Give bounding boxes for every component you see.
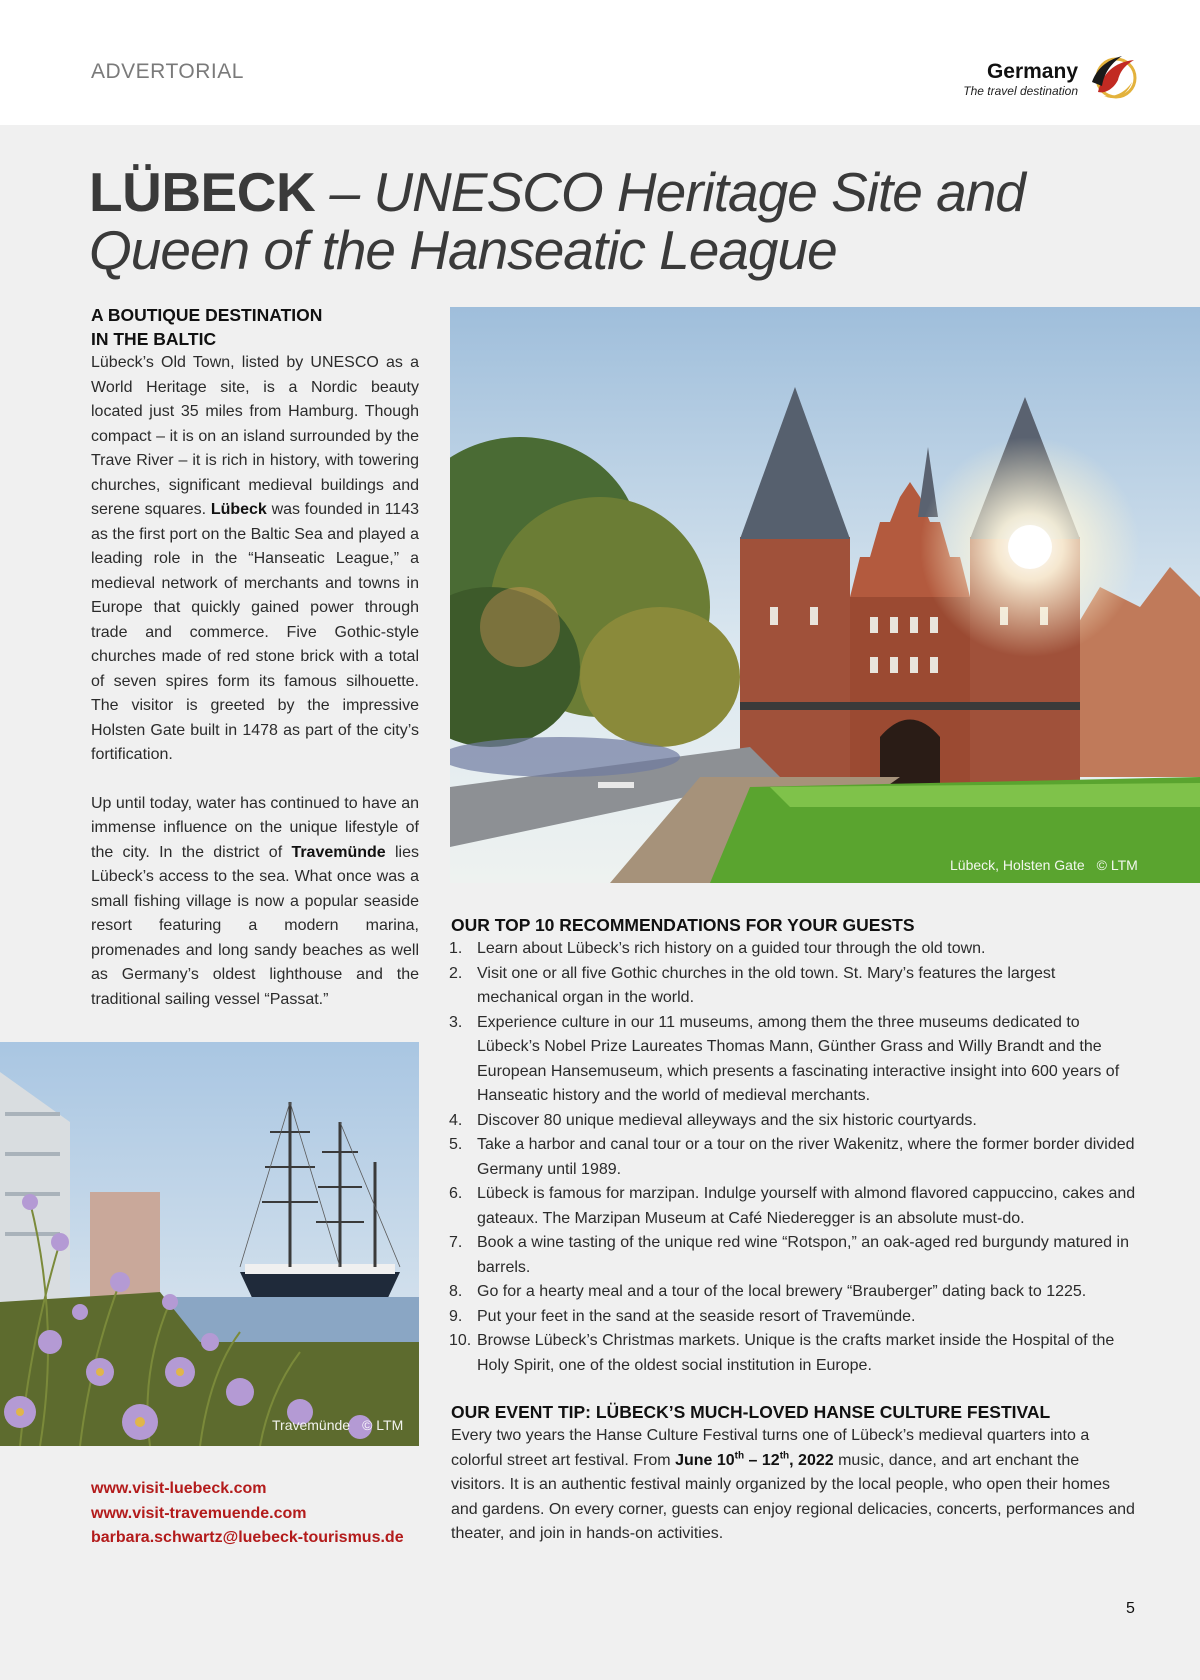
travemuende-photo — [0, 1042, 419, 1446]
headline-city: LÜBECK — [89, 161, 316, 223]
list-item-number: 3. — [449, 1013, 463, 1031]
list-item-text: Book a wine tasting of the unique red wine “Rotspon,” an oak-aged red burgundy matured in barrels. — [477, 1234, 1129, 1276]
list-item-number: 8. — [449, 1283, 463, 1300]
holsten-caption-credit: © LTM — [1096, 857, 1138, 873]
holsten-caption-text: Lübeck, Holsten Gate — [950, 857, 1085, 873]
list-item — [451, 1280, 1137, 1305]
intro-p1-b: was founded in 1143 as the first port on the Baltic Sea and played a leading role in the “Hanseatic League,” a medieval network of merchants and towns in Europe that quickly gained power through trade and commerce. Five Gothic-style churches made of red stone brick with a total of seven spires form its famous silhouette. The visitor is greeted by the impressive Holsten Gate built in 1478 as part of the city’s fortification. — [91, 501, 419, 763]
list-item-number: 7. — [449, 1234, 463, 1251]
advertorial-label: ADVERTORIAL — [91, 60, 244, 83]
link-visit-luebeck[interactable]: www.visit-luebeck.com — [91, 1480, 267, 1497]
intro-paragraph-1 — [91, 351, 419, 768]
list-item-number: 9. — [449, 1307, 463, 1325]
link-contact-email[interactable]: barbara.schwartz@luebeck-tourismus.de — [91, 1529, 404, 1546]
list-item — [451, 1305, 1137, 1330]
list-item-text: Experience culture in our 11 museums, among them the three museums dedicated to Lübeck’s Nobel Prize Laureates Thomas Mann, Günther Grass and Willy Brandt and the European Hansemuseum, which presents a fascinating interactive insight into 600 years of Hanseatic history and the world of medieval merchants. — [477, 1013, 1120, 1104]
link-visit-travemuende[interactable]: www.visit-travemuende.com — [91, 1504, 307, 1522]
page-headline — [89, 163, 1109, 279]
event-text-b: music, dance, and art enchant the visitors. It is an authentic festival mainly organized by the local people, who open their homes and gardens. On every corner, guests can enjoy regional delicacies, concerts, performances and theater, and join in hands-on activities. — [451, 1451, 1135, 1542]
list-item — [451, 962, 1137, 1011]
list-item — [451, 1109, 1137, 1134]
intro-p2-a: Up until today, water has continued to have an immense influence on the unique lifestyle of the city. In the district of — [91, 794, 419, 861]
intro-paragraph-2 — [91, 792, 419, 1013]
event-heading: OUR EVENT TIP: LÜBECK’S MUCH-LOVED HANSE CULTURE FESTIVAL — [451, 1402, 1051, 1422]
intro-heading-line1: A BOUTIQUE DESTINATION — [91, 305, 323, 325]
list-item — [451, 1011, 1137, 1109]
list-item — [451, 937, 1137, 962]
intro-column — [91, 303, 419, 1012]
logo-name: Germany — [986, 60, 1078, 83]
recommendations-list — [451, 937, 1137, 1378]
page-number: 5 — [1126, 1600, 1135, 1617]
intro-p1-a: Lübeck’s Old Town, listed by UNESCO as a World Heritage site, is a Nordic beauty located just 35 miles from Hamburg. Though compact – it is on an island surrounded by the Trave River – it is rich in history, with towering churches, significant medieval buildings and serene squares. — [91, 354, 419, 518]
list-item-text: Take a harbor and canal tour or a tour on the river Wakenitz, where the former border divided Germany until 1989. — [477, 1136, 1135, 1178]
list-item-text: Lübeck is famous for marzipan. Indulge yourself with almond flavored cappuccino, cakes and gateaux. The Marzipan Museum at Café Niederegger is an absolute must-do. — [477, 1185, 1136, 1227]
list-item-number: 6. — [449, 1185, 463, 1202]
logo-tagline: The travel destination — [963, 84, 1078, 98]
list-item-text: Discover 80 unique medieval alleyways and the six historic courtyards. — [477, 1111, 977, 1129]
intro-p2-bold: Travemünde — [291, 843, 386, 861]
event-date — [675, 1452, 834, 1469]
list-item-number: 5. — [449, 1136, 463, 1153]
holsten-gate-illustration — [450, 307, 1200, 883]
list-item — [451, 1133, 1137, 1182]
travemuende-caption — [272, 1417, 403, 1433]
list-item-number: 2. — [449, 964, 463, 982]
event-date-year: , 2022 — [789, 1451, 834, 1469]
list-item — [451, 1329, 1137, 1378]
event-date-sup1: th — [734, 1450, 745, 1462]
list-item-number: 10. — [449, 1332, 472, 1349]
holsten-gate-photo — [450, 307, 1200, 883]
germany-bird-logo-icon — [1084, 52, 1140, 104]
recommendations-column — [451, 913, 1137, 1547]
list-item-text: Visit one or all five Gothic churches in the old town. St. Mary’s features the largest mechanical organ in the world. — [477, 964, 1056, 1006]
headline-subtitle: – UNESCO Heritage Site and Queen of the Hanseatic League — [89, 161, 1025, 281]
event-date-dash: – 12 — [744, 1451, 780, 1469]
list-item — [451, 1231, 1137, 1280]
intro-heading — [91, 303, 419, 351]
event-paragraph — [451, 1424, 1137, 1547]
intro-p1-bold: Lübeck — [210, 501, 267, 518]
intro-heading-line2: IN THE BALTIC — [91, 329, 217, 349]
list-item-text: Learn about Lübeck’s rich history on a guided tour through the old town. — [477, 940, 986, 957]
recommendations-heading: OUR TOP 10 RECOMMENDATIONS FOR YOUR GUESTS — [451, 915, 915, 935]
holsten-gate-caption — [950, 857, 1138, 873]
travemuende-caption-credit: © LTM — [362, 1417, 404, 1433]
list-item-number: 1. — [449, 940, 463, 957]
event-date-sup2: th — [779, 1450, 790, 1462]
list-item — [451, 1182, 1137, 1231]
contact-links — [91, 1477, 421, 1551]
germany-logo — [955, 52, 1140, 107]
list-item-text: Browse Lübeck’s Christmas markets. Unique is the crafts market inside the Hospital of the Holy Spirit, one of the oldest social institution in Europe. — [477, 1332, 1115, 1374]
list-item-number: 4. — [449, 1111, 463, 1129]
travemuende-caption-text: Travemünde — [272, 1417, 351, 1433]
list-item-text: Put your feet in the sand at the seaside resort of Travemünde. — [477, 1307, 916, 1325]
event-date-day1: June 10 — [675, 1451, 735, 1469]
intro-p2-b: lies Lübeck’s access to the sea. What once was a small fishing village is now a popular seaside resort featuring a modern marina, promenades and long sandy beaches as well as Germany’s oldest lighthouse and the traditional sailing vessel “Passat.” — [91, 843, 420, 1008]
list-item-text: Go for a hearty meal and a tour of the local brewery “Brauberger” dating back to 1225. — [477, 1283, 1087, 1300]
travemuende-illustration — [0, 1042, 419, 1446]
event-text-a: Every two years the Hanse Culture Festival turns one of Lübeck’s medieval quarters into a colorful street art festival. From — [451, 1427, 1090, 1469]
